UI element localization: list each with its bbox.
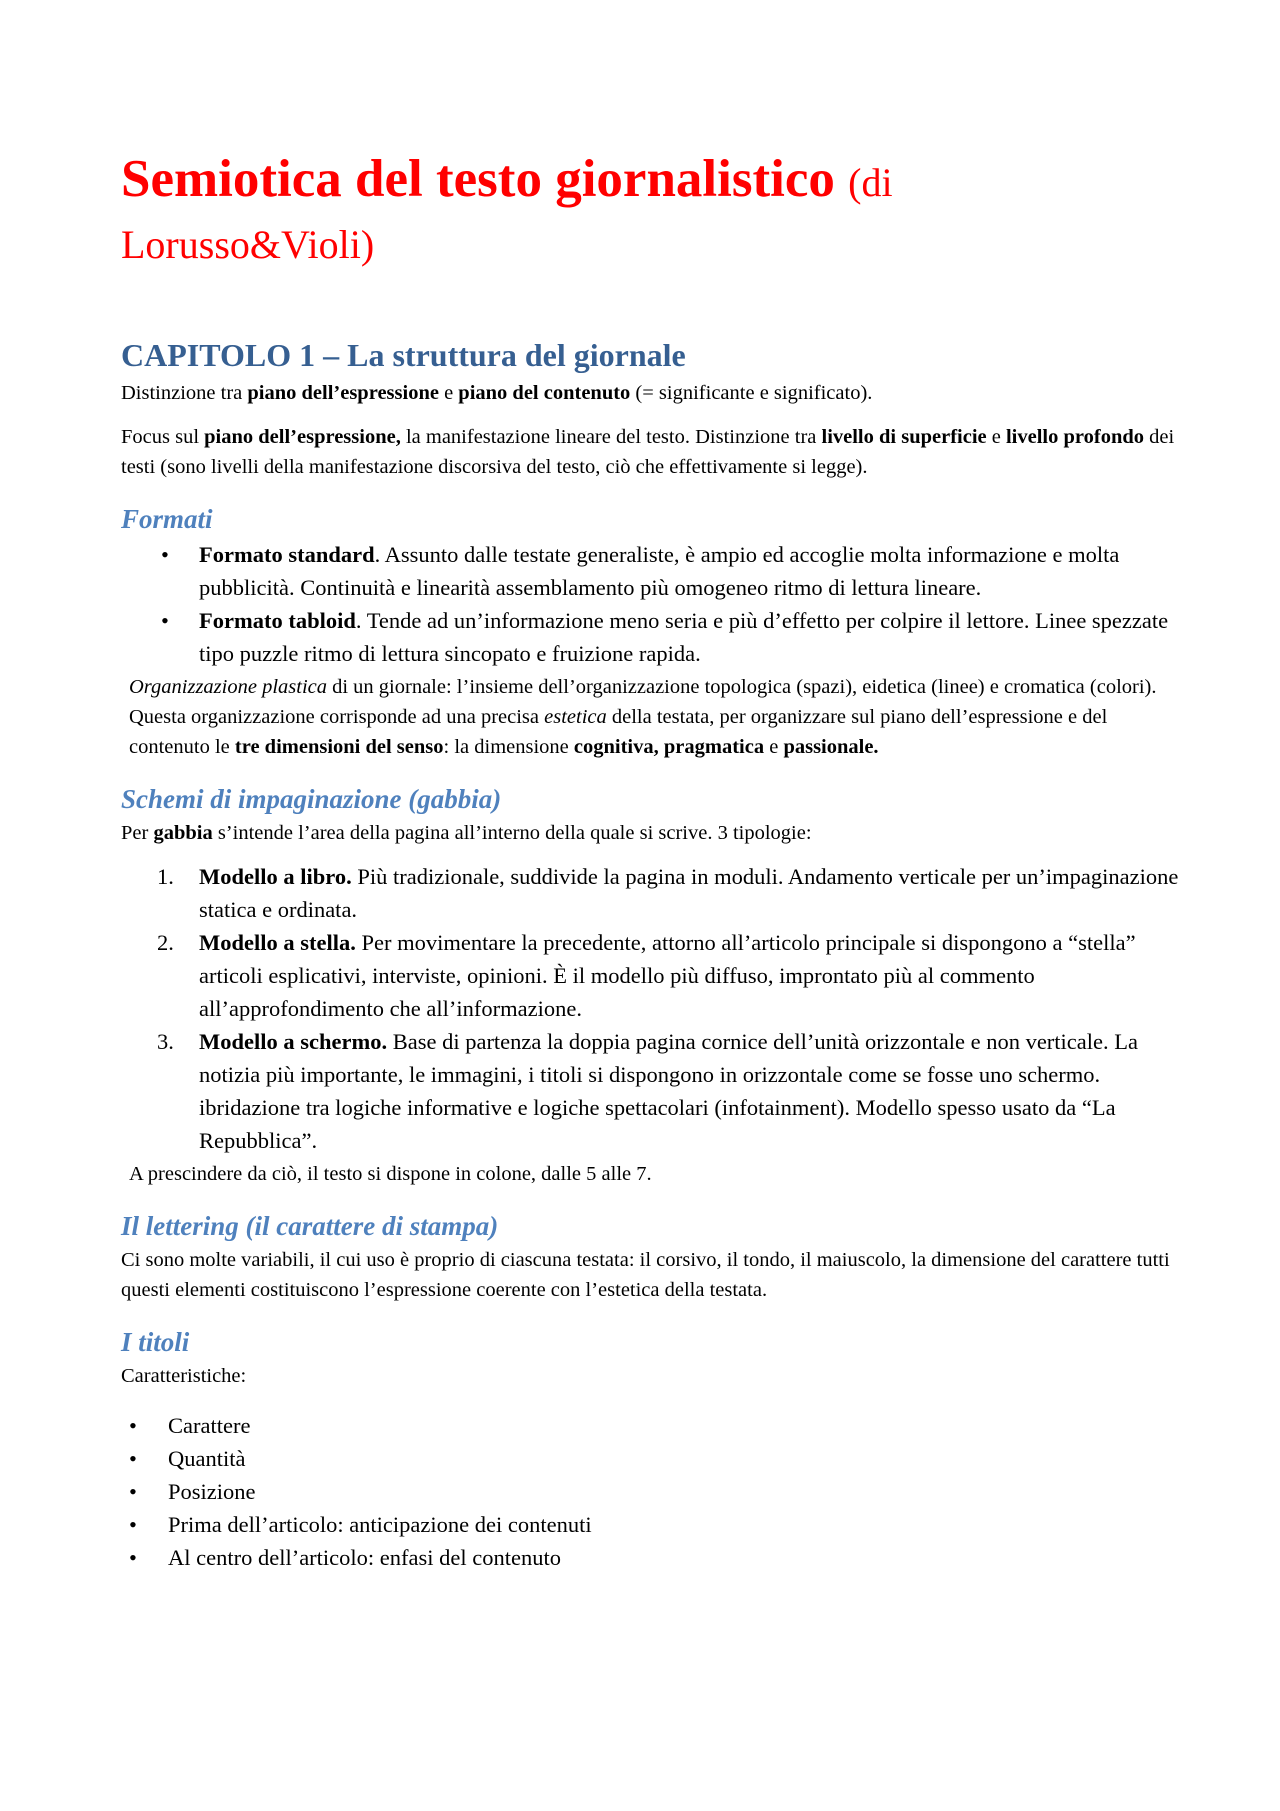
list-item: 1. Modello a libro. Più tradizionale, suddivide la pagina in moduli. Andamento verticale per un’impaginazione statica e ordinata. — [157, 864, 1179, 922]
intro-paragraph-2: Focus sul piano dell’espressione, la manifestazione lineare del testo. Distinzione tra livello di superficie e livello profondo dei testi (sono livelli della manifestazione discorsiva del testo, ciò che effettivamente si legge). — [121, 426, 1175, 478]
section-heading-schemi: Schemi di impaginazione (gabbia) — [121, 784, 502, 814]
list-item: • Quantità — [129, 1446, 246, 1471]
title-main: Semiotica del testo giornalistico — [121, 150, 835, 208]
document-title — [121, 150, 1181, 274]
list-item: • Posizione — [129, 1479, 256, 1504]
list-item: • Prima dell’articolo: anticipazione dei contenuti — [129, 1512, 592, 1537]
list-item: 2. Modello a stella. Per movimentare la precedente, attorno all’articolo principale si dispongono a “stella” articoli esplicativi, interviste, opinioni. È il modello più diffuso, improntato più al commento all’approfondimento che all’informazione. — [157, 930, 1136, 1021]
formati-list — [121, 538, 1181, 670]
title-sub-b: Lorusso&Violi) — [121, 222, 375, 267]
list-item: • Formato standard. Assunto dalle testate generaliste, è ampio ed accoglie molta informazione e molta pubblicità. Continuità e linearità assemblamento più omogeneo ritmo di lettura lineare. — [161, 542, 1120, 600]
chapter-heading: CAPITOLO 1 – La struttura del giornale — [121, 337, 686, 373]
section-heading-formati: Formati — [121, 504, 213, 534]
list-item: • Al centro dell’articolo: enfasi del contenuto — [129, 1545, 561, 1570]
section-heading-lettering: Il lettering (il carattere di stampa) — [121, 1211, 499, 1241]
schemi-after: A prescindere da ciò, il testo si dispone in colone, dalle 5 alle 7. — [129, 1163, 652, 1185]
list-item: • Carattere — [129, 1413, 251, 1438]
list-item: 3. Modello a schermo. Base di partenza la doppia pagina cornice dell’unità orizzontale e non verticale. La notizia più importante, le immagini, i titoli si dispongono in orizzontale come se fosse uno schermo. ibridazione tra logiche informative e logiche spettacolari (infotainment). Modello spesso usato da “La Repubblica”. — [157, 1029, 1138, 1153]
organizzazione-paragraph: Organizzazione plastica di un giornale: l’insieme dell’organizzazione topologica (spazi), eidetica (linee) e cromatica (colori). Questa organizzazione corrisponde ad una precisa estetica della testata, per organizzare sul piano dell’espressione e del contenuto le tre dimensioni del senso: la dimensione cognitiva, pragmatica e passionale. — [129, 676, 1157, 758]
schemi-list — [121, 860, 1181, 1157]
lettering-paragraph: Ci sono molte variabili, il cui uso è proprio di ciascuna testata: il corsivo, il tondo, il maiuscolo, la dimensione del carattere tutti questi elementi costituiscono l’espressione coerente con l’estetica della testata. — [121, 1249, 1170, 1301]
section-heading-titoli: I titoli — [121, 1327, 190, 1357]
schemi-intro: Per gabbia s’intende l’area della pagina all’interno della quale si scrive. 3 tipologie: — [121, 822, 812, 844]
list-item: • Formato tabloid. Tende ad un’informazione meno seria e più d’effetto per colpire il lettore. Linee spezzate tipo puzzle ritmo di lettura sincopato e fruizione rapida. — [161, 608, 1169, 666]
document-body — [121, 150, 1181, 1576]
intro-paragraph-1: Distinzione tra piano dell’espressione e piano del contenuto (= significante e significato). — [121, 382, 873, 404]
titoli-intro: Caratteristiche: — [121, 1365, 247, 1387]
title-sub-a: (di — [848, 160, 893, 205]
titoli-list — [121, 1409, 1181, 1574]
